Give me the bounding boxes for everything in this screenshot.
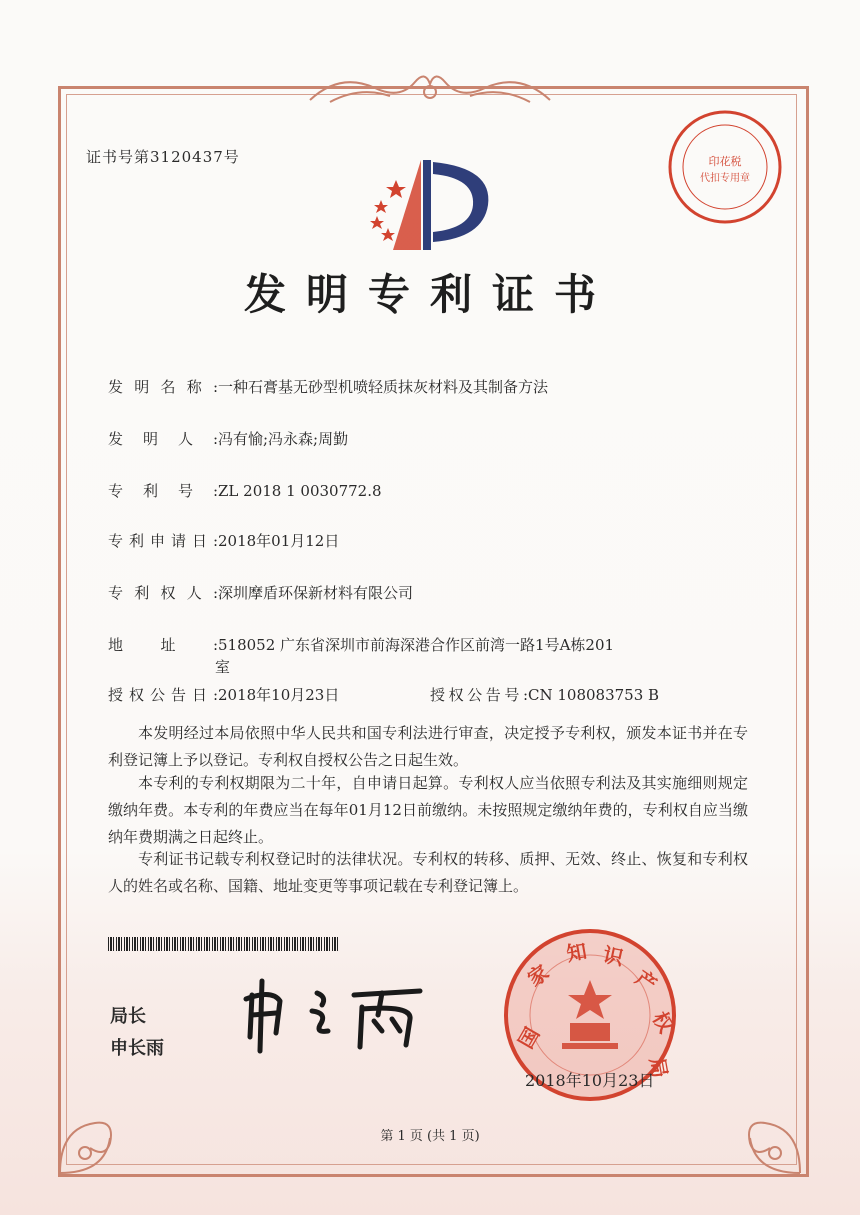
invention-name: 一种石膏基无砂型机喷轻质抹灰材料及其制备方法 [218, 378, 549, 396]
grant-date-label: 授权公告日: [108, 686, 218, 704]
barcode [108, 937, 338, 951]
svg-text:产: 产 [631, 965, 662, 997]
seal-center-text-2: 代扣专用章 [700, 173, 750, 184]
seal-center-text: 印花税 [708, 155, 742, 168]
paragraph-3: 专利证书记载专利权登记时的法律状况。专利权的转移、质押、无效、终止、恢复和专利权人的姓名或名称、国籍、地址变更等事项记载在专利登记簿上。 [108, 850, 748, 895]
inventor-label: 发明人: [108, 430, 218, 448]
svg-text:知: 知 [564, 938, 589, 966]
svg-text:权: 权 [647, 1007, 679, 1037]
grant-date: 2018年10月23日 [218, 686, 340, 704]
paragraph-2: 本专利的专利权期限为二十年，自申请日起算。专利权人应当依照专利法及其实施细则规定缴纳年费。本专利的年费应当在每年01月12日前缴纳。未按照规定缴纳年费的，专利权自应当缴纳年费期满之日起终止。 [108, 774, 748, 846]
patentee-row [108, 582, 413, 603]
patent-no-row [108, 480, 382, 501]
director-name: 申长雨 [110, 1038, 164, 1059]
application-date-label: 专利申请日: [108, 532, 218, 550]
certificate-title: 发明专利证书 [243, 270, 616, 319]
tax-seal-stamp [665, 107, 785, 227]
director-signature [232, 975, 432, 1055]
patent-no-label: 专利号: [108, 482, 218, 500]
director-title: 局长 [110, 1006, 146, 1027]
top-ornament [300, 62, 560, 110]
grant-no-label: 授权公告号: [430, 686, 528, 704]
svg-text:识: 识 [600, 942, 626, 971]
address-line1: 518052 广东省深圳市前海深港合作区前湾一路1号A栋201 [218, 636, 615, 654]
invention-name-row [108, 376, 548, 397]
application-date: 2018年01月12日 [218, 532, 340, 550]
grant-no-row [430, 684, 659, 705]
inventors: 冯有愉;冯永森;周勤 [218, 430, 349, 448]
seal-date: 2018年10月23日 [525, 1071, 655, 1090]
patentee: 深圳摩盾环保新材料有限公司 [218, 584, 414, 602]
patent-no: ZL 2018 1 0030772.8 [218, 482, 382, 500]
svg-text:国: 国 [513, 1023, 545, 1053]
application-date-row [108, 530, 339, 551]
svg-text:家: 家 [523, 959, 554, 992]
grant-date-row [108, 684, 339, 705]
patentee-label: 专利权人: [108, 584, 218, 602]
page-footer: 第 1 页 (共 1 页) [380, 1129, 480, 1144]
paragraph-1: 本发明经过本局依照中华人民共和国专利法进行审查，决定授予专利权，颁发本证书并在专利登记簿上予以登记。专利权自授权公告之日起生效。 [108, 724, 748, 769]
grant-no: CN 108083753 B [528, 686, 660, 704]
invention-name-label: 发明名称: [108, 378, 218, 396]
inventor-row [108, 428, 348, 449]
patent-office-logo-icon [363, 150, 503, 260]
address-line2: 室 [215, 658, 231, 676]
certificate-number: 证书号第3120437号 [86, 148, 240, 166]
svg-text:局: 局 [645, 1055, 673, 1080]
address-row [108, 634, 614, 655]
address-label: 地址: [108, 636, 218, 654]
